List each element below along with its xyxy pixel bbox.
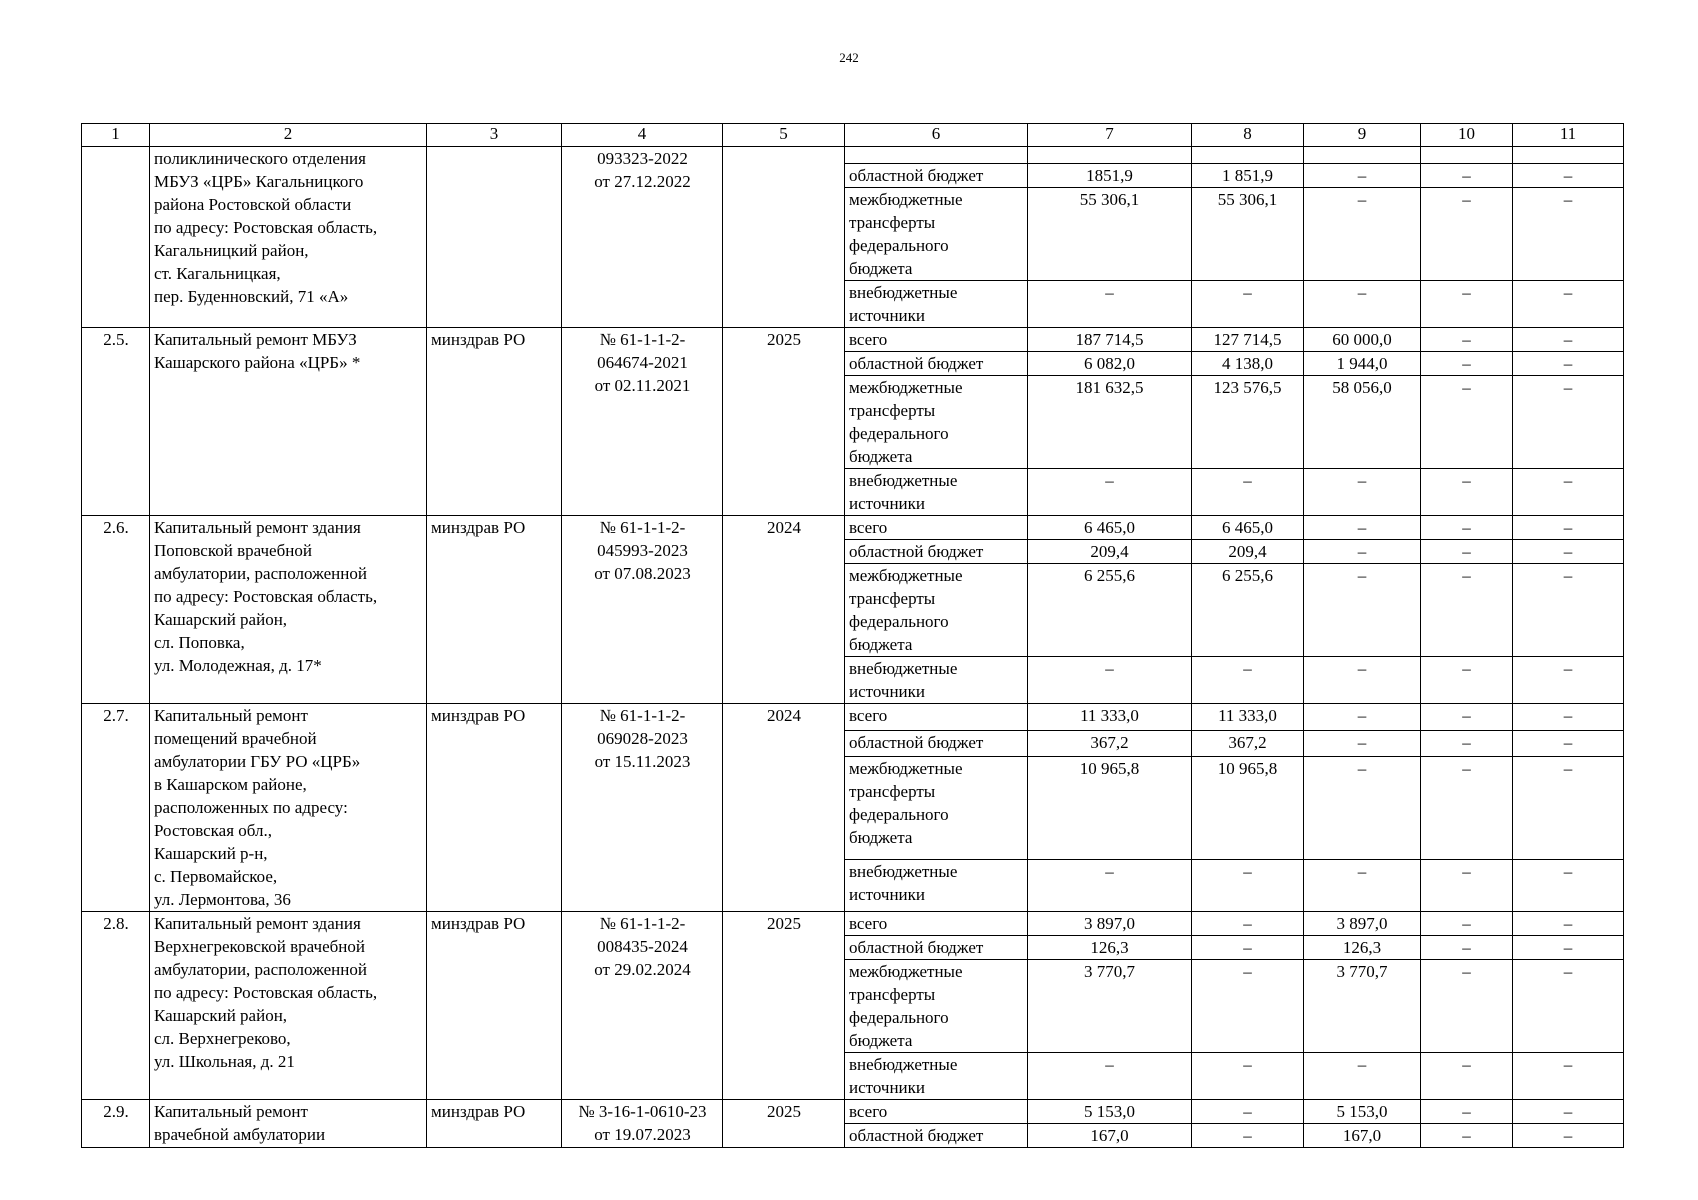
amount-cell: – — [1421, 352, 1513, 376]
amount-cell: 4 138,0 — [1192, 352, 1304, 376]
object-name-cell: Капитальный ремонт врачебной амбулатории — [150, 1100, 427, 1148]
row-number-cell: 2.6. — [82, 516, 150, 704]
amount-cell: – — [1421, 757, 1513, 860]
amount-cell: – — [1421, 540, 1513, 564]
amount-cell: 55 306,1 — [1192, 188, 1304, 281]
source-cell: межбюджетные трансферты федерального бюджета — [845, 960, 1028, 1053]
source-cell: межбюджетные трансферты федерального бюджета — [845, 376, 1028, 469]
amount-cell: – — [1028, 281, 1192, 328]
amount-cell: 10 965,8 — [1192, 757, 1304, 860]
column-number: 5 — [723, 124, 845, 147]
page-number: 242 — [839, 50, 859, 65]
source-cell: областной бюджет — [845, 164, 1028, 188]
financing-table — [81, 123, 1624, 1148]
column-number: 6 — [845, 124, 1028, 147]
amount-cell: – — [1304, 730, 1421, 757]
amount-cell: 60 000,0 — [1304, 328, 1421, 352]
table-row — [82, 1100, 1624, 1124]
table-row — [82, 516, 1624, 540]
row-number-cell: 2.9. — [82, 1100, 150, 1148]
amount-cell: – — [1304, 859, 1421, 911]
amount-cell: 11 333,0 — [1028, 704, 1192, 731]
amount-cell: – — [1304, 540, 1421, 564]
amount-cell: – — [1421, 1124, 1513, 1148]
amount-cell: – — [1304, 188, 1421, 281]
table-body — [82, 124, 1624, 1148]
executor-cell: минздрав РО — [427, 1100, 562, 1148]
source-cell: межбюджетные трансферты федерального бюджета — [845, 757, 1028, 860]
source-cell: внебюджетные источники — [845, 657, 1028, 704]
source-cell: областной бюджет — [845, 352, 1028, 376]
amount-cell: – — [1304, 657, 1421, 704]
amount-cell: – — [1513, 188, 1624, 281]
column-number: 11 — [1513, 124, 1624, 147]
amount-cell: – — [1421, 469, 1513, 516]
spacer-cell — [845, 147, 1028, 164]
object-name-cell: поликлинического отделения МБУЗ «ЦРБ» Кагальницкого района Ростовской области по адресу: Ростовская область, Кагальницкий район, ст. Кагальницкая, пер. Буденновский, 71 «А» — [150, 147, 427, 328]
amount-cell: – — [1513, 859, 1624, 911]
amount-cell: – — [1192, 281, 1304, 328]
amount-cell: – — [1421, 516, 1513, 540]
object-name-cell: Капитальный ремонт МБУЗ Кашарского района «ЦРБ» * — [150, 328, 427, 516]
amount-cell: – — [1304, 516, 1421, 540]
column-number: 3 — [427, 124, 562, 147]
amount-cell: 3 897,0 — [1304, 912, 1421, 936]
amount-cell: – — [1421, 564, 1513, 657]
source-cell: областной бюджет — [845, 1124, 1028, 1148]
source-cell: межбюджетные трансферты федерального бюджета — [845, 188, 1028, 281]
amount-cell: 127 714,5 — [1192, 328, 1304, 352]
year-cell — [723, 147, 845, 328]
amount-cell: – — [1304, 469, 1421, 516]
amount-cell: – — [1513, 1100, 1624, 1124]
column-number: 8 — [1192, 124, 1304, 147]
executor-cell: минздрав РО — [427, 912, 562, 1100]
amount-cell: – — [1513, 657, 1624, 704]
row-number-cell: 2.7. — [82, 704, 150, 912]
amount-cell: – — [1513, 564, 1624, 657]
source-cell: внебюджетные источники — [845, 281, 1028, 328]
amount-cell: – — [1421, 730, 1513, 757]
amount-cell: – — [1304, 281, 1421, 328]
amount-cell: – — [1513, 540, 1624, 564]
year-cell: 2025 — [723, 912, 845, 1100]
amount-cell: – — [1421, 164, 1513, 188]
column-number: 1 — [82, 124, 150, 147]
amount-cell: 6 255,6 — [1192, 564, 1304, 657]
amount-cell: 123 576,5 — [1192, 376, 1304, 469]
amount-cell: 209,4 — [1192, 540, 1304, 564]
amount-cell: 10 965,8 — [1028, 757, 1192, 860]
document-number-cell: 093323-2022 от 27.12.2022 — [562, 147, 723, 328]
amount-cell: 3 897,0 — [1028, 912, 1192, 936]
amount-cell: – — [1192, 657, 1304, 704]
executor-cell: минздрав РО — [427, 328, 562, 516]
spacer-cell — [1192, 147, 1304, 164]
amount-cell: – — [1421, 960, 1513, 1053]
amount-cell: 1 851,9 — [1192, 164, 1304, 188]
amount-cell: 5 153,0 — [1304, 1100, 1421, 1124]
amount-cell: – — [1421, 376, 1513, 469]
amount-cell: 181 632,5 — [1028, 376, 1192, 469]
amount-cell: 367,2 — [1028, 730, 1192, 757]
amount-cell: – — [1192, 912, 1304, 936]
amount-cell: – — [1421, 912, 1513, 936]
row-number-cell: 2.8. — [82, 912, 150, 1100]
amount-cell: – — [1421, 657, 1513, 704]
object-name-cell: Капитальный ремонт здания Верхнегрековской врачебной амбулатории, расположенной по адресу: Ростовская область, Кашарский район, сл. Верхнегреково, ул. Школьная, д. 21 — [150, 912, 427, 1100]
amount-cell: – — [1513, 1053, 1624, 1100]
amount-cell: – — [1192, 859, 1304, 911]
amount-cell: – — [1421, 936, 1513, 960]
amount-cell: – — [1513, 281, 1624, 328]
amount-cell: 55 306,1 — [1028, 188, 1192, 281]
amount-cell: – — [1513, 704, 1624, 731]
year-cell: 2024 — [723, 516, 845, 704]
amount-cell: – — [1192, 1124, 1304, 1148]
source-cell: областной бюджет — [845, 936, 1028, 960]
amount-cell: – — [1513, 730, 1624, 757]
executor-cell: минздрав РО — [427, 704, 562, 912]
amount-cell: 58 056,0 — [1304, 376, 1421, 469]
amount-cell: – — [1028, 657, 1192, 704]
amount-cell: – — [1304, 1053, 1421, 1100]
column-number: 9 — [1304, 124, 1421, 147]
amount-cell: – — [1513, 164, 1624, 188]
amount-cell: – — [1421, 704, 1513, 731]
column-number: 10 — [1421, 124, 1513, 147]
amount-cell: – — [1513, 516, 1624, 540]
amount-cell: – — [1192, 936, 1304, 960]
amount-cell: – — [1304, 164, 1421, 188]
year-cell: 2025 — [723, 1100, 845, 1148]
document-number-cell: № 3-16-1-0610-23 от 19.07.2023 — [562, 1100, 723, 1148]
amount-cell: 6 465,0 — [1192, 516, 1304, 540]
document-number-cell: № 61-1-1-2- 045993-2023 от 07.08.2023 — [562, 516, 723, 704]
amount-cell: – — [1028, 1053, 1192, 1100]
source-cell: областной бюджет — [845, 540, 1028, 564]
amount-cell: – — [1304, 704, 1421, 731]
amount-cell: 3 770,7 — [1304, 960, 1421, 1053]
amount-cell: – — [1513, 469, 1624, 516]
amount-cell: – — [1421, 281, 1513, 328]
amount-cell: 1 944,0 — [1304, 352, 1421, 376]
year-cell: 2024 — [723, 704, 845, 912]
source-cell: всего — [845, 1100, 1028, 1124]
source-cell: областной бюджет — [845, 730, 1028, 757]
spacer-cell — [1513, 147, 1624, 164]
amount-cell: – — [1192, 1053, 1304, 1100]
table-row — [82, 704, 1624, 731]
source-cell: межбюджетные трансферты федерального бюджета — [845, 564, 1028, 657]
column-number: 7 — [1028, 124, 1192, 147]
source-cell: всего — [845, 516, 1028, 540]
spacer-cell — [1421, 147, 1513, 164]
amount-cell: – — [1513, 936, 1624, 960]
spacer-cell — [1028, 147, 1192, 164]
source-cell: всего — [845, 328, 1028, 352]
amount-cell: 187 714,5 — [1028, 328, 1192, 352]
source-cell: внебюджетные источники — [845, 859, 1028, 911]
column-number-row — [82, 124, 1624, 147]
amount-cell: 3 770,7 — [1028, 960, 1192, 1053]
source-cell: внебюджетные источники — [845, 1053, 1028, 1100]
row-number-cell — [82, 147, 150, 328]
amount-cell: 6 255,6 — [1028, 564, 1192, 657]
source-cell: всего — [845, 704, 1028, 731]
table-row — [82, 328, 1624, 352]
amount-cell: – — [1421, 328, 1513, 352]
amount-cell: – — [1513, 376, 1624, 469]
amount-cell: 5 153,0 — [1028, 1100, 1192, 1124]
amount-cell: – — [1192, 469, 1304, 516]
executor-cell: минздрав РО — [427, 516, 562, 704]
amount-cell: – — [1028, 859, 1192, 911]
amount-cell: – — [1513, 960, 1624, 1053]
amount-cell: – — [1513, 757, 1624, 860]
amount-cell: – — [1192, 1100, 1304, 1124]
amount-cell: – — [1513, 352, 1624, 376]
table-row — [82, 147, 1624, 164]
amount-cell: 126,3 — [1028, 936, 1192, 960]
amount-cell: 1851,9 — [1028, 164, 1192, 188]
column-number: 2 — [150, 124, 427, 147]
amount-cell: – — [1513, 1124, 1624, 1148]
row-number-cell: 2.5. — [82, 328, 150, 516]
executor-cell — [427, 147, 562, 328]
document-number-cell: № 61-1-1-2- 008435-2024 от 29.02.2024 — [562, 912, 723, 1100]
document-number-cell: № 61-1-1-2- 069028-2023 от 15.11.2023 — [562, 704, 723, 912]
year-cell: 2025 — [723, 328, 845, 516]
amount-cell: 6 465,0 — [1028, 516, 1192, 540]
amount-cell: – — [1192, 960, 1304, 1053]
amount-cell: – — [1421, 859, 1513, 911]
amount-cell: – — [1304, 564, 1421, 657]
source-cell: всего — [845, 912, 1028, 936]
document-number-cell: № 61-1-1-2- 064674-2021 от 02.11.2021 — [562, 328, 723, 516]
amount-cell: 167,0 — [1028, 1124, 1192, 1148]
amount-cell: 11 333,0 — [1192, 704, 1304, 731]
amount-cell: – — [1421, 1053, 1513, 1100]
column-number: 4 — [562, 124, 723, 147]
source-cell: внебюджетные источники — [845, 469, 1028, 516]
amount-cell: 167,0 — [1304, 1124, 1421, 1148]
amount-cell: – — [1513, 328, 1624, 352]
amount-cell: 126,3 — [1304, 936, 1421, 960]
amount-cell: 6 082,0 — [1028, 352, 1192, 376]
table-row — [82, 912, 1624, 936]
amount-cell: – — [1421, 1100, 1513, 1124]
amount-cell: 209,4 — [1028, 540, 1192, 564]
object-name-cell: Капитальный ремонт помещений врачебной амбулатории ГБУ РО «ЦРБ» в Кашарском районе, расположенных по адресу: Ростовская обл., Кашарский р-н, с. Первомайское, ул. Лермонтова, 36 — [150, 704, 427, 912]
amount-cell: 367,2 — [1192, 730, 1304, 757]
object-name-cell: Капитальный ремонт здания Поповской врачебной амбулатории, расположенной по адресу: Ростовская область, Кашарский район, сл. Поповка, ул. Молодежная, д. 17* — [150, 516, 427, 704]
spacer-cell — [1304, 147, 1421, 164]
amount-cell: – — [1513, 912, 1624, 936]
amount-cell: – — [1304, 757, 1421, 860]
amount-cell: – — [1421, 188, 1513, 281]
amount-cell: – — [1028, 469, 1192, 516]
